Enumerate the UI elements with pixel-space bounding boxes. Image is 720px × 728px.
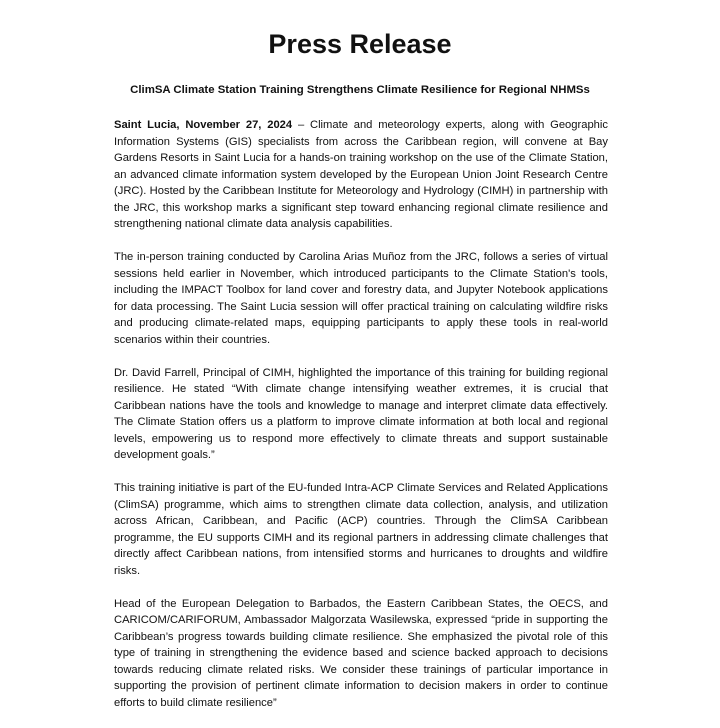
page-subtitle: ClimSA Climate Station Training Strengthens Climate Resilience for Regional NHMSs	[130, 84, 590, 96]
paragraph-climsa-programme: This training initiative is part of the EU-funded Intra-ACP Climate Services and Related Applications (ClimSA) programme, which aims to strengthen climate data collection, analysis, and utilization across African, Caribbean, and Pacific (ACP) countries. Through the ClimSA Caribbean programme, the EU supports CIMH and its regional partners in addressing climate challenges that directly affect Caribbean nations, from intensified storms and hurricanes to droughts and wildfire risks.	[114, 482, 608, 577]
paragraph-training: The in-person training conducted by Carolina Arias Muñoz from the JRC, follows a series of virtual sessions held earlier in November, which introduced participants to the Climate Station's tools, including the IMPACT Toolbox for land cover and forestry data, and Jupyter Notebook applications for data processing. The Saint Lucia session will offer practical training on calculating wildfire risks and producing climate-related maps, equipping participants to apply these tools in real-world scenarios within their countries.	[114, 251, 608, 346]
article-body	[114, 117, 608, 728]
page-title: Press Release	[268, 29, 452, 59]
paragraph-farrell-quote: Dr. David Farrell, Principal of CIMH, highlighted the importance of this training for building regional resilience. He stated “With climate change intensifying weather extremes, it is crucial that Caribbean nations have the tools and knowledge to manage and interpret climate data effectively. The Climate Station offers us a platform to improve climate information at both local and regional levels, empowering us to respond more effectively to climate threats and support sustainable development goals.”	[114, 366, 608, 461]
dateline: Saint Lucia, November 27, 2024	[114, 119, 293, 131]
paragraph-ambassador-quote: Head of the European Delegation to Barbados, the Eastern Caribbean States, the OECS, and CARICOM/CARIFORUM, Ambassador Malgorzata Wasilewska, expressed “pride in supporting the Caribbean’s progress towards building climate resilience. She emphasized the pivotal role of this type of training in strengthening the evidence based and science backed approach to decisions towards reducing climate related risks. We consider these trainings of particular importance in supporting the provision of pertinent climate information to decision makers in order to continue efforts to build climate resilience”	[114, 597, 608, 709]
paragraph-intro-text: – Climate and meteorology experts, along with Geographic Information Systems (GIS) specialists from across the Caribbean region, will convene at Bay Gardens Resorts in Saint Lucia for a hands-on training workshop on the use of the Climate Station, an advanced climate information system developed by the European Union Joint Research Centre (JRC). Hosted by the Caribbean Institute for Meteorology and Hydrology (CIMH) in partnership with the JRC, this workshop marks a significant step toward enhancing regional climate resilience and strengthening national climate data analysis capabilities.	[114, 119, 608, 230]
paragraph-intro	[114, 117, 608, 233]
